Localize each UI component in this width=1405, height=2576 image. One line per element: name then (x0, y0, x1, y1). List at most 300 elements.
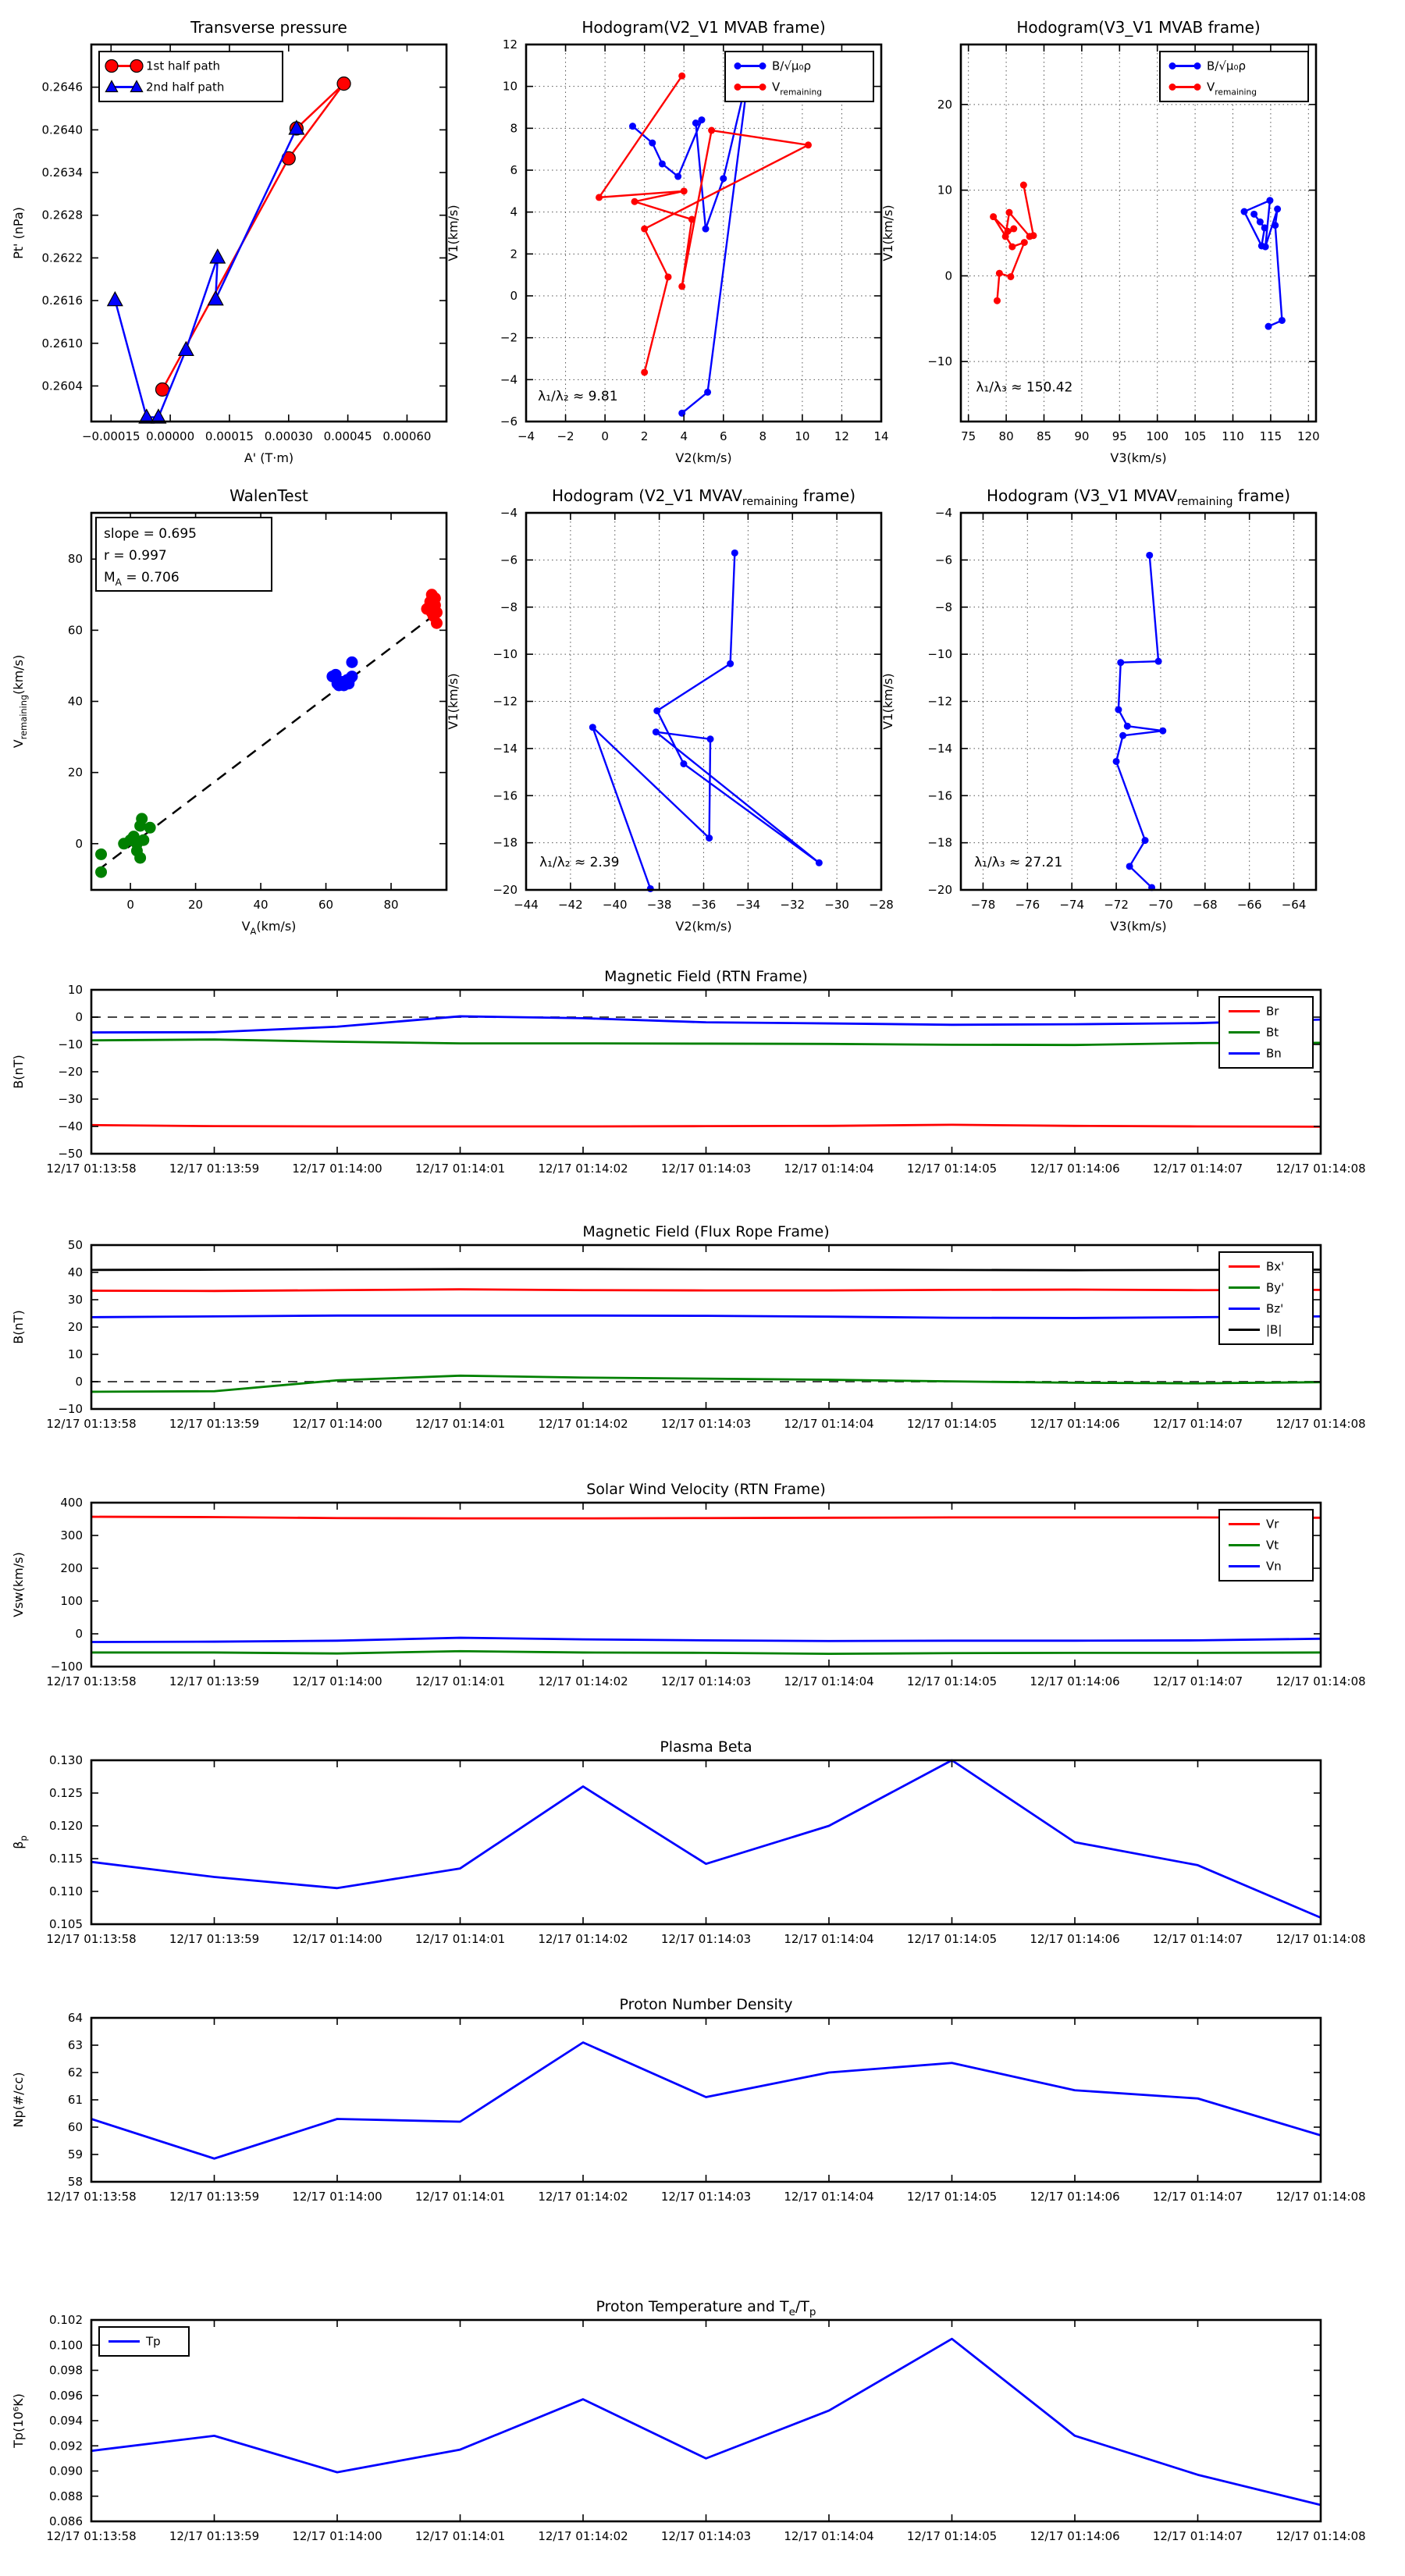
svg-text:Bx': Bx' (1266, 1259, 1285, 1274)
svg-text:0.00015: 0.00015 (205, 429, 254, 443)
annotation: λ₁/λ₃ ≈ 27.21 (974, 854, 1063, 870)
legend (1219, 1510, 1313, 1581)
x-axis-label: A' (T·m) (244, 450, 294, 465)
svg-text:12/17 01:14:01: 12/17 01:14:01 (414, 2190, 506, 2204)
y-axis-label: V1(km/s) (446, 673, 461, 730)
svg-text:12/17 01:14:02: 12/17 01:14:02 (538, 1417, 628, 1431)
svg-text:0.2622: 0.2622 (41, 251, 83, 265)
series-first-interval (95, 813, 156, 877)
chart-hodogram-v3v1-mvav (880, 486, 1316, 934)
svg-text:−4: −4 (500, 372, 518, 387)
svg-text:4: 4 (680, 429, 688, 443)
svg-text:−74: −74 (1059, 898, 1085, 912)
tick-labels (46, 1496, 1365, 1688)
svg-text:Br: Br (1266, 1004, 1279, 1019)
svg-text:0.120: 0.120 (49, 1819, 83, 1833)
svg-text:−44: −44 (514, 898, 539, 912)
svg-text:12/17 01:14:06: 12/17 01:14:06 (1030, 2190, 1120, 2204)
series-Bx-prime (91, 1290, 1321, 1291)
y-axis-label: Vsw(km/s) (11, 1552, 26, 1617)
chart-title: Magnetic Field (RTN Frame) (604, 968, 808, 985)
chart-title: Hodogram (V2_V1 $MVAV_{remaining}$ frame) (551, 486, 856, 508)
chart-title: Magnetic Field (Flux Rope Frame) (582, 1223, 830, 1240)
svg-text:2nd half path: 2nd half path (146, 80, 225, 94)
svg-text:By': By' (1266, 1280, 1285, 1295)
svg-text:−16: −16 (927, 788, 952, 803)
svg-text:−12: −12 (927, 694, 952, 709)
svg-text:62: 62 (67, 2065, 83, 2080)
svg-text:12/17 01:14:00: 12/17 01:14:00 (292, 1417, 382, 1431)
ticks (961, 513, 1316, 890)
svg-text:2: 2 (640, 429, 649, 443)
svg-text:12/17 01:14:07: 12/17 01:14:07 (1152, 1417, 1243, 1431)
svg-text:MA = 0.706: $M_A = 0.706$ (104, 570, 180, 588)
series-Np (91, 2043, 1321, 2159)
svg-text:0: 0 (75, 836, 83, 851)
series-Vn (91, 1638, 1321, 1642)
svg-text:0.2610: 0.2610 (41, 336, 83, 350)
svg-text:8: 8 (510, 121, 518, 136)
svg-text:10: 10 (67, 983, 83, 997)
svg-text:0.125: 0.125 (49, 1786, 83, 1800)
ticks (91, 990, 1321, 1154)
svg-text:12/17 01:14:07: 12/17 01:14:07 (1152, 1932, 1243, 1946)
svg-text:0.096: 0.096 (49, 2388, 83, 2403)
svg-text:12/17 01:13:59: 12/17 01:13:59 (169, 1674, 260, 1688)
svg-text:12: 12 (502, 37, 518, 52)
svg-text:12/17 01:14:03: 12/17 01:14:03 (660, 2529, 752, 2543)
axes-frame (91, 990, 1321, 1154)
svg-text:−2: −2 (500, 330, 518, 345)
svg-text:14: 14 (873, 429, 889, 443)
chart-hodogram-v3v1-mvab (880, 18, 1320, 465)
svg-text:64: 64 (67, 2011, 83, 2025)
svg-text:Vt: Vt (1266, 1538, 1279, 1553)
svg-text:12/17 01:14:01: 12/17 01:14:01 (414, 1417, 506, 1431)
svg-text:12/17 01:14:04: 12/17 01:14:04 (784, 1162, 874, 1176)
svg-text:0.100: 0.100 (49, 2338, 83, 2353)
tick-labels (46, 1238, 1365, 1431)
svg-text:12/17 01:14:07: 12/17 01:14:07 (1152, 2190, 1243, 2204)
svg-text:0.2634: 0.2634 (41, 165, 83, 180)
svg-text:80: 80 (998, 429, 1014, 443)
svg-text:−50: −50 (58, 1147, 83, 1161)
svg-text:12/17 01:14:02: 12/17 01:14:02 (538, 1674, 628, 1688)
svg-text:20: 20 (188, 898, 204, 912)
svg-text:100: 100 (60, 1594, 83, 1608)
svg-text:95: 95 (1112, 429, 1127, 443)
svg-text:−16: −16 (493, 788, 518, 803)
y-axis-label: Pt' (nPa) (11, 207, 26, 259)
svg-text:20: 20 (937, 97, 952, 112)
chart-magnetic-field-flux-rope (11, 1223, 1366, 1431)
svg-text:10: 10 (937, 183, 952, 197)
svg-text:12/17 01:14:08: 12/17 01:14:08 (1275, 1162, 1366, 1176)
svg-text:−76: −76 (1015, 898, 1040, 912)
svg-text:12/17 01:14:05: 12/17 01:14:05 (906, 1932, 998, 1946)
annotation: λ₁/λ₃ ≈ 150.42 (976, 379, 1073, 396)
svg-text:63: 63 (67, 2038, 83, 2052)
svg-text:−42: −42 (558, 898, 583, 912)
svg-text:20: 20 (67, 1320, 83, 1334)
tick-labels (46, 1753, 1365, 1946)
svg-text:120: 120 (1297, 429, 1320, 443)
x-axis-label: V3(km/s) (1110, 450, 1167, 465)
svg-text:−66: −66 (1236, 898, 1262, 912)
svg-text:10: 10 (795, 429, 810, 443)
svg-text:−4: −4 (517, 429, 535, 443)
svg-text:100: 100 (1146, 429, 1169, 443)
tick-labels (493, 506, 893, 912)
tick-labels (68, 552, 399, 912)
svg-text:12/17 01:13:59: 12/17 01:13:59 (169, 1932, 260, 1946)
svg-text:12/17 01:14:00: 12/17 01:14:00 (292, 2190, 382, 2204)
svg-text:12/17 01:14:05: 12/17 01:14:05 (906, 1674, 998, 1688)
svg-text:Vn: Vn (1266, 1559, 1282, 1574)
svg-text:−36: −36 (691, 898, 717, 912)
svg-text:12/17 01:14:04: 12/17 01:14:04 (784, 2190, 874, 2204)
svg-text:58: 58 (67, 2175, 83, 2189)
svg-text:12/17 01:14:05: 12/17 01:14:05 (906, 1417, 998, 1431)
svg-text:−20: −20 (927, 883, 952, 897)
y-axis-label: Tp(10⁶K) (11, 2393, 26, 2448)
series-Bt (91, 1040, 1321, 1045)
svg-text:400: 400 (60, 1496, 83, 1510)
x-axis-label: V2(km/s) (675, 450, 732, 465)
svg-text:0.098: 0.098 (49, 2363, 83, 2378)
series-Tp (91, 2339, 1321, 2505)
svg-text:12/17 01:14:01: 12/17 01:14:01 (414, 1674, 506, 1688)
svg-text:−12: −12 (493, 694, 518, 709)
chart-walen-test (11, 486, 446, 937)
svg-text:110: 110 (1222, 429, 1244, 443)
series-Br (91, 1125, 1321, 1126)
svg-text:0.2646: 0.2646 (41, 80, 83, 94)
svg-text:6: 6 (720, 429, 727, 443)
svg-text:1st half path: 1st half path (146, 59, 221, 73)
svg-text:12/17 01:14:01: 12/17 01:14:01 (414, 2529, 506, 2543)
svg-text:−2: −2 (557, 429, 574, 443)
svg-text:12/17 01:14:04: 12/17 01:14:04 (784, 1417, 874, 1431)
svg-text:−10: −10 (58, 1402, 83, 1416)
svg-text:0.086: 0.086 (49, 2514, 83, 2528)
svg-text:12/17 01:14:06: 12/17 01:14:06 (1030, 1162, 1120, 1176)
chart-proton-temperature (11, 2298, 1366, 2543)
svg-text:Bz': Bz' (1266, 1301, 1284, 1316)
chart-title: Proton Number Density (619, 1996, 793, 2013)
svg-text:−18: −18 (927, 835, 952, 850)
svg-text:80: 80 (67, 552, 83, 567)
svg-text:12/17 01:14:02: 12/17 01:14:02 (538, 1932, 628, 1946)
svg-text:12/17 01:14:05: 12/17 01:14:05 (906, 1162, 998, 1176)
svg-text:12/17 01:14:01: 12/17 01:14:01 (414, 1932, 506, 1946)
y-axis-label: $V_{remaining}(km/s)$ (11, 654, 29, 749)
svg-text:12/17 01:13:58: 12/17 01:13:58 (46, 1932, 137, 1946)
svg-text:60: 60 (67, 623, 83, 638)
svg-text:0.00045: 0.00045 (323, 429, 372, 443)
svg-text:12/17 01:14:03: 12/17 01:14:03 (660, 1417, 752, 1431)
legend (99, 2327, 189, 2356)
svg-text:0: 0 (944, 269, 952, 283)
svg-text:−6: −6 (500, 415, 518, 429)
series-B-mvab (1241, 197, 1286, 329)
svg-text:2: 2 (510, 247, 518, 262)
chart-title: Plasma Beta (660, 1738, 752, 1756)
svg-text:12/17 01:14:02: 12/17 01:14:02 (538, 1162, 628, 1176)
grid (961, 513, 1316, 890)
svg-text:60: 60 (67, 2120, 83, 2134)
svg-text:−72: −72 (1104, 898, 1129, 912)
series-B-magnitude (91, 1269, 1321, 1270)
svg-text:12/17 01:14:03: 12/17 01:14:03 (660, 2190, 752, 2204)
svg-text:−0.00015: −0.00015 (81, 429, 140, 443)
svg-text:r = 0.997: r = 0.997 (104, 548, 167, 564)
annotation: λ₁/λ₂ ≈ 2.39 (539, 854, 620, 870)
chart-title: WalenTest (229, 486, 308, 505)
svg-text:12/17 01:14:06: 12/17 01:14:06 (1030, 2529, 1120, 2543)
y-axis-label: V1(km/s) (446, 205, 461, 262)
svg-text:−40: −40 (58, 1119, 83, 1133)
svg-text:−8: −8 (934, 600, 952, 614)
svg-text:−100: −100 (50, 1660, 83, 1674)
svg-text:12/17 01:14:00: 12/17 01:14:00 (292, 1932, 382, 1946)
svg-text:−4: −4 (934, 506, 952, 520)
svg-text:200: 200 (60, 1561, 83, 1575)
legend (725, 52, 873, 101)
axes-frame (961, 513, 1316, 890)
svg-text:90: 90 (1074, 429, 1090, 443)
svg-text:0: 0 (75, 1627, 83, 1641)
svg-text:12/17 01:13:58: 12/17 01:13:58 (46, 1674, 137, 1688)
svg-text:30: 30 (67, 1293, 83, 1307)
svg-text:0.092: 0.092 (49, 2439, 83, 2453)
y-axis-label: B(nT) (11, 1310, 26, 1344)
svg-text:0.2616: 0.2616 (41, 294, 83, 308)
x-axis-label: $V_A(km/s)$ (241, 919, 297, 937)
svg-text:12/17 01:14:05: 12/17 01:14:05 (906, 2529, 998, 2543)
svg-text:0.105: 0.105 (49, 1917, 83, 1931)
svg-text:−28: −28 (869, 898, 894, 912)
svg-text:−30: −30 (824, 898, 849, 912)
axes-frame (91, 2018, 1321, 2182)
svg-text:12/17 01:14:03: 12/17 01:14:03 (660, 1932, 752, 1946)
svg-text:60: 60 (318, 898, 334, 912)
svg-text:−40: −40 (602, 898, 628, 912)
ticks (91, 2320, 1321, 2521)
svg-text:12/17 01:14:04: 12/17 01:14:04 (784, 1674, 874, 1688)
svg-text:6: 6 (510, 163, 518, 177)
tick-labels (42, 80, 432, 443)
svg-text:Vremaining: $V_{remaining}$ (772, 80, 822, 98)
svg-text:Bn: Bn (1266, 1046, 1282, 1061)
svg-text:59: 59 (67, 2147, 83, 2161)
svg-text:0.090: 0.090 (49, 2464, 83, 2478)
svg-text:12/17 01:14:05: 12/17 01:14:05 (906, 2190, 998, 2204)
svg-text:Bt: Bt (1266, 1025, 1279, 1040)
series-V-mvav (1113, 552, 1167, 891)
legend (1219, 997, 1313, 1068)
svg-text:0.110: 0.110 (49, 1884, 83, 1898)
series-By-prime (91, 1375, 1321, 1392)
axes-frame (91, 2320, 1321, 2521)
svg-text:−68: −68 (1192, 898, 1218, 912)
chart-solar-wind-velocity (11, 1481, 1366, 1688)
series-2nd-half-path (108, 121, 304, 423)
svg-text:−6: −6 (500, 553, 518, 568)
svg-text:12/17 01:13:59: 12/17 01:13:59 (169, 2190, 260, 2204)
svg-text:75: 75 (961, 429, 976, 443)
svg-text:0: 0 (510, 289, 518, 303)
svg-text:85: 85 (1036, 429, 1052, 443)
svg-text:12/17 01:14:08: 12/17 01:14:08 (1275, 1417, 1366, 1431)
svg-text:−8: −8 (500, 600, 518, 614)
svg-text:12/17 01:14:08: 12/17 01:14:08 (1275, 2190, 1366, 2204)
svg-text:B/√μ₀ρ: B/√μ₀ρ (1207, 59, 1246, 73)
chart-title: Hodogram (V3_V1 $MVAV_{remaining}$ frame) (986, 486, 1291, 508)
svg-text:−32: −32 (780, 898, 806, 912)
svg-text:Vremaining: $V_{remaining}$ (1207, 80, 1257, 98)
chart-hodogram-v2v1-mvav (446, 486, 894, 934)
chart-plasma-beta (11, 1738, 1366, 1946)
svg-text:20: 20 (67, 765, 83, 780)
svg-text:0: 0 (601, 429, 609, 443)
stats-box (96, 518, 272, 591)
svg-text:0.115: 0.115 (49, 1852, 83, 1866)
svg-text:−14: −14 (927, 741, 952, 756)
svg-text:−34: −34 (735, 898, 761, 912)
svg-text:0.102: 0.102 (49, 2313, 83, 2327)
svg-text:B/√μ₀ρ: B/√μ₀ρ (772, 59, 811, 73)
svg-text:50: 50 (67, 1238, 83, 1252)
series-Vr (91, 1517, 1321, 1518)
svg-text:8: 8 (759, 429, 767, 443)
svg-text:−10: −10 (927, 647, 952, 662)
series-Bz-prime (91, 1315, 1321, 1318)
svg-text:0: 0 (75, 1010, 83, 1024)
svg-text:40: 40 (253, 898, 269, 912)
series-V-remaining (990, 182, 1037, 304)
svg-text:−70: −70 (1148, 898, 1173, 912)
chart-hodogram-v2v1-mvab (446, 18, 889, 465)
legend (99, 52, 283, 101)
svg-text:12/17 01:14:08: 12/17 01:14:08 (1275, 1674, 1366, 1688)
legend (1160, 52, 1308, 101)
svg-text:61: 61 (67, 2093, 83, 2107)
svg-text:12/17 01:13:59: 12/17 01:13:59 (169, 1417, 260, 1431)
svg-text:12/17 01:14:00: 12/17 01:14:00 (292, 1162, 382, 1176)
chart-proton-number-density (11, 1996, 1366, 2204)
series-Vt (91, 1651, 1321, 1653)
y-axis-label: V1(km/s) (880, 205, 895, 262)
series-beta-p (91, 1760, 1321, 1918)
svg-text:−20: −20 (493, 883, 518, 897)
axes-frame (91, 1760, 1321, 1924)
svg-text:0.130: 0.130 (49, 1753, 83, 1767)
tick-labels (46, 983, 1365, 1176)
svg-text:12/17 01:13:58: 12/17 01:13:58 (46, 1162, 137, 1176)
y-axis-label: Np(#/cc) (11, 2072, 26, 2128)
series-V-mvav (589, 550, 823, 892)
chart-title: Proton Temperature and $T_e/T_p$ (596, 2298, 816, 2318)
series-mid-interval (326, 656, 357, 692)
svg-text:12/17 01:14:08: 12/17 01:14:08 (1275, 2529, 1366, 2543)
svg-text:−64: −64 (1281, 898, 1307, 912)
svg-text:12/17 01:14:04: 12/17 01:14:04 (784, 1932, 874, 1946)
series-Bn (91, 1016, 1321, 1033)
svg-text:−18: −18 (493, 835, 518, 850)
svg-text:12/17 01:14:00: 12/17 01:14:00 (292, 2529, 382, 2543)
svg-text:10: 10 (502, 79, 518, 94)
svg-text:0.088: 0.088 (49, 2489, 83, 2503)
svg-text:12/17 01:14:07: 12/17 01:14:07 (1152, 2529, 1243, 2543)
svg-text:−20: −20 (58, 1065, 83, 1079)
svg-text:−78: −78 (970, 898, 996, 912)
y-axis-label: B(nT) (11, 1055, 26, 1089)
svg-text:0.2640: 0.2640 (41, 123, 83, 137)
chart-title: Transverse pressure (190, 18, 347, 37)
svg-text:12/17 01:13:59: 12/17 01:13:59 (169, 1162, 260, 1176)
svg-text:12/17 01:13:58: 12/17 01:13:58 (46, 1417, 137, 1431)
svg-text:4: 4 (510, 205, 518, 219)
svg-text:|B|: |B| (1266, 1322, 1282, 1337)
svg-text:12/17 01:14:07: 12/17 01:14:07 (1152, 1162, 1243, 1176)
tick-labels (46, 2313, 1365, 2543)
svg-text:−6: −6 (934, 553, 952, 568)
svg-text:slope = 0.695: slope = 0.695 (104, 526, 197, 542)
svg-text:300: 300 (60, 1528, 83, 1542)
svg-text:105: 105 (1183, 429, 1207, 443)
series-last-interval (421, 589, 443, 628)
svg-text:−10: −10 (58, 1037, 83, 1051)
svg-text:−30: −30 (58, 1092, 83, 1106)
svg-text:10: 10 (67, 1347, 83, 1361)
annotation: λ₁/λ₂ ≈ 9.81 (538, 389, 618, 405)
svg-text:0: 0 (126, 898, 134, 912)
svg-text:0.00030: 0.00030 (264, 429, 313, 443)
svg-text:12/17 01:14:00: 12/17 01:14:00 (292, 1674, 382, 1688)
chart-magnetic-field-rtn (11, 968, 1366, 1176)
svg-text:0: 0 (75, 1375, 83, 1389)
svg-text:Tp: Tp (146, 2334, 161, 2349)
chart-title: Hodogram(V3_V1 MVAB frame) (1016, 18, 1261, 37)
svg-text:12/17 01:14:02: 12/17 01:14:02 (538, 2529, 628, 2543)
svg-text:Vr: Vr (1266, 1517, 1279, 1532)
svg-text:12/17 01:14:02: 12/17 01:14:02 (538, 2190, 628, 2204)
chart-title: Hodogram(V2_V1 MVAB frame) (582, 18, 826, 37)
svg-text:12/17 01:14:06: 12/17 01:14:06 (1030, 1417, 1120, 1431)
svg-text:12/17 01:14:04: 12/17 01:14:04 (784, 2529, 874, 2543)
svg-text:12/17 01:14:03: 12/17 01:14:03 (660, 1674, 752, 1688)
svg-text:12/17 01:13:58: 12/17 01:13:58 (46, 2529, 137, 2543)
svg-text:−4: −4 (500, 506, 518, 520)
svg-text:−14: −14 (493, 741, 518, 756)
svg-text:−10: −10 (927, 354, 952, 369)
svg-text:12/17 01:13:58: 12/17 01:13:58 (46, 2190, 137, 2204)
svg-text:0.2604: 0.2604 (41, 379, 83, 393)
svg-text:−10: −10 (493, 647, 518, 662)
x-axis-label: V2(km/s) (675, 919, 732, 934)
ticks (91, 2018, 1321, 2182)
chart-transverse-pressure (11, 18, 446, 465)
svg-text:115: 115 (1259, 429, 1282, 443)
svg-text:0.2628: 0.2628 (41, 208, 83, 222)
svg-text:12/17 01:14:01: 12/17 01:14:01 (414, 1162, 506, 1176)
svg-text:12/17 01:14:03: 12/17 01:14:03 (660, 1162, 752, 1176)
svg-text:0.00000: 0.00000 (146, 429, 195, 443)
svg-text:12/17 01:14:08: 12/17 01:14:08 (1275, 1932, 1366, 1946)
svg-text:0.00060: 0.00060 (382, 429, 432, 443)
svg-text:12/17 01:14:07: 12/17 01:14:07 (1152, 1674, 1243, 1688)
